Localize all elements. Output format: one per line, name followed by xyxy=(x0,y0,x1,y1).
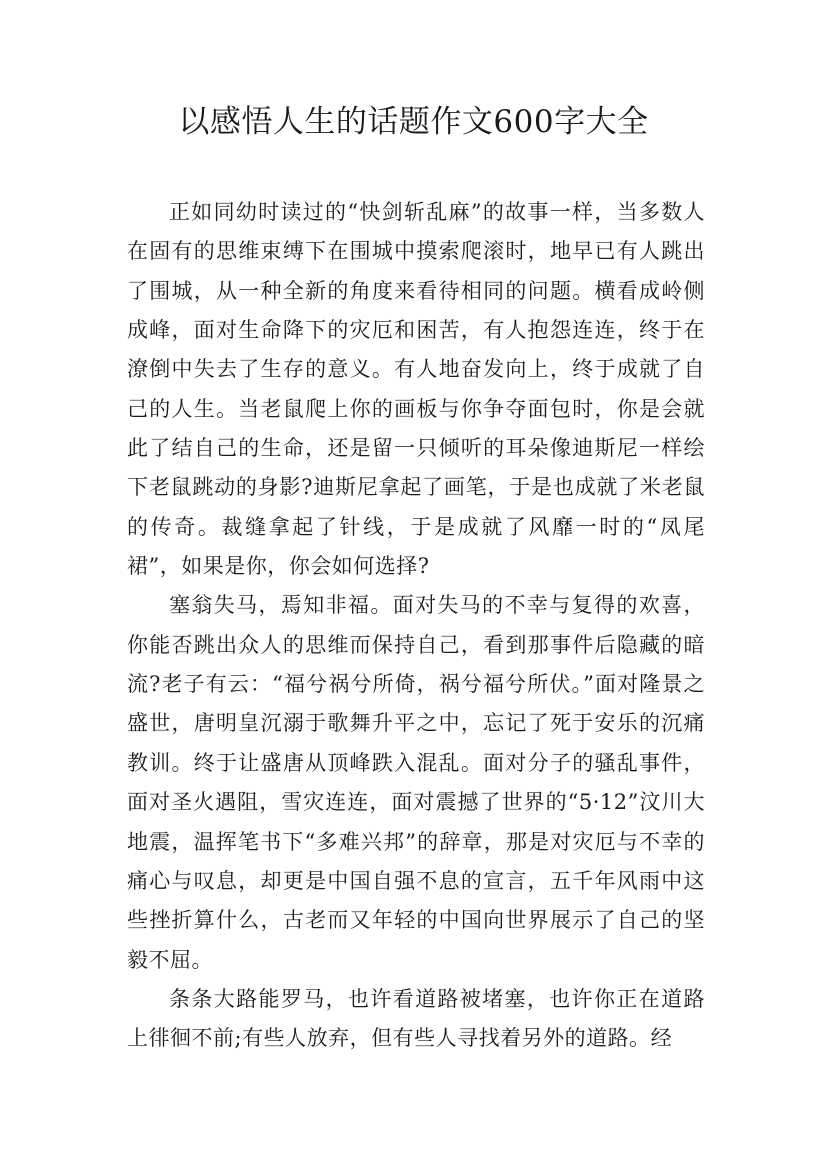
document-title: 以感悟人生的话题作文600字大全 xyxy=(178,104,649,140)
paragraph-2: 塞翁失马，焉知非福。面对失马的不幸与复得的欢喜，你能否跳出众人的思维而保持自己，看到那事件后隐藏的暗流?老子有云：“福兮祸兮所倚，祸兮福兮所伏。”面对隆景之盛世，唐明皇沉溺于歌舞升平之中，忘记了死于安乐的沉痛教训。终于让盛唐从顶峰跌入混乱。面对分子的骚乱事件，面对圣火遇阻，雪灾连连，面对震撼了世界的“5·12”汶川大地震，温挥笔书下“多难兴邦”的辞章，那是对灾厄与不幸的痛心与叹息，却更是中国自强不息的宣言，五千年风雨中这些挫折算什么，古老而又年轻的中国向世界展示了自己的坚毅不屈。 xyxy=(127,593,705,972)
paragraph-1: 正如同幼时读过的“快剑斩乱麻”的故事一样，当多数人在固有的思维束缚下在围城中摸索爬滚时，地早已有人跳出了围城，从一种全新的角度来看待相同的问题。横看成岭侧成峰，面对生命降下的灾厄和困苦，有人抱怨连连，终于在潦倒中失去了生存的意义。有人地奋发向上，终于成就了自己的人生。当老鼠爬上你的画板与你争夺面包时，你是会就此了结自己的生命，还是留一只倾听的耳朵像迪斯尼一样绘下老鼠跳动的身影?迪斯尼拿起了画笔，于是也成就了米老鼠的传奇。裁缝拿起了针线，于是成就了风靡一时的“凤尾裙”，如果是你，你会如何选择? xyxy=(127,200,705,579)
document-body xyxy=(127,193,705,1059)
paragraph-3: 条条大路能罗马，也许看道路被堵塞，也许你正在道路上徘徊不前;有些人放弃，但有些人寻找着另外的道路。经 xyxy=(127,986,705,1051)
